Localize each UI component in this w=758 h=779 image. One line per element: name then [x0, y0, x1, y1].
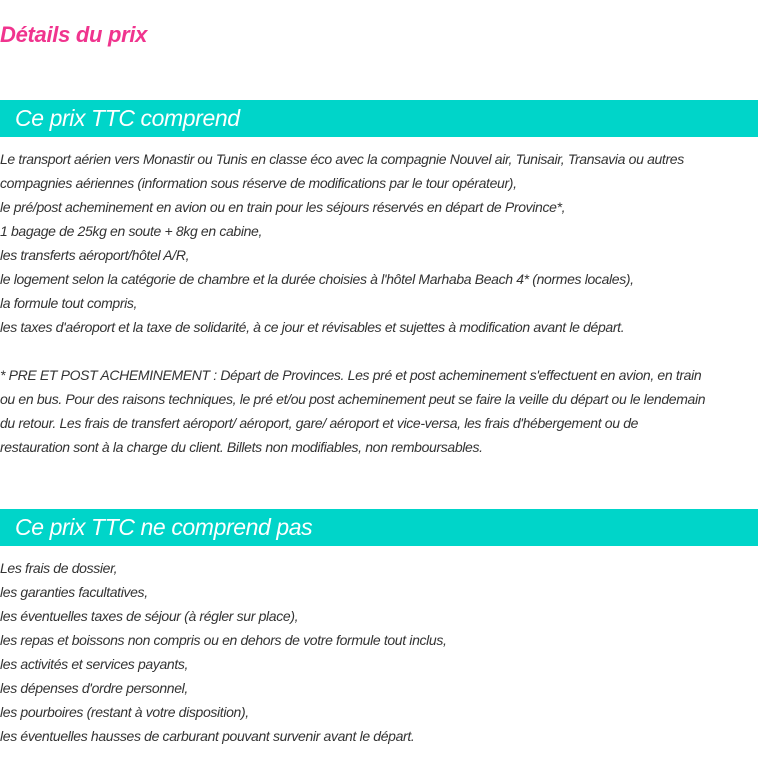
includes-line: la formule tout compris, [0, 295, 138, 311]
excludes-line: les activités et services payants, [0, 656, 189, 672]
excludes-line: Les frais de dossier, [0, 560, 118, 576]
excludes-line: les pourboires (restant à votre disposition), [0, 704, 249, 720]
includes-line: Le transport aérien vers Monastir ou Tunis en classe éco avec la compagnie Nouvel air, Tunisair, Transavia ou autres [0, 151, 684, 167]
includes-line: 1 bagage de 25kg en soute + 8kg en cabine, [0, 223, 263, 239]
note-line: du retour. Les frais de transfert aéroport/ aéroport, gare/ aéroport et vice-versa, les frais d'hébergement ou de [0, 415, 639, 431]
excludes-line: les dépenses d'ordre personnel, [0, 680, 188, 696]
includes-line: les transferts aéroport/hôtel A/R, [0, 247, 190, 263]
includes-line: les taxes d'aéroport et la taxe de solidarité, à ce jour et révisables et sujettes à modification avant le départ. [0, 319, 625, 335]
excludes-line: les éventuelles taxes de séjour (à régler sur place), [0, 608, 299, 624]
excludes-line: les garanties facultatives, [0, 584, 148, 600]
excludes-section-heading: Ce prix TTC ne comprend pas [0, 509, 758, 546]
page-title: Détails du prix [0, 22, 148, 47]
note-line: * PRE ET POST ACHEMINEMENT : Départ de Provinces. Les pré et post acheminement s'effectuent en avion, en train [0, 367, 702, 383]
includes-line: le pré/post acheminement en avion ou en train pour les séjours réservés en départ de Province*, [0, 199, 566, 215]
excludes-line: les éventuelles hausses de carburant pouvant survenir avant le départ. [0, 728, 415, 744]
excludes-list [0, 556, 758, 748]
includes-line: compagnies aériennes (information sous réserve de modifications par le tour opérateur), [0, 175, 517, 191]
includes-list [0, 147, 758, 339]
includes-section-heading: Ce prix TTC comprend [0, 100, 758, 137]
note-line: restauration sont à la charge du client. Billets non modifiables, non remboursables. [0, 439, 483, 455]
acheminement-note [0, 363, 758, 459]
includes-line: le logement selon la catégorie de chambre et la durée choisies à l'hôtel Marhaba Beach 4* (normes locales), [0, 271, 634, 287]
excludes-line: les repas et boissons non compris ou en dehors de votre formule tout inclus, [0, 632, 447, 648]
note-line: ou en bus. Pour des raisons techniques, le pré et/ou post acheminement peut se faire la veille du départ ou le lendemain [0, 391, 706, 407]
